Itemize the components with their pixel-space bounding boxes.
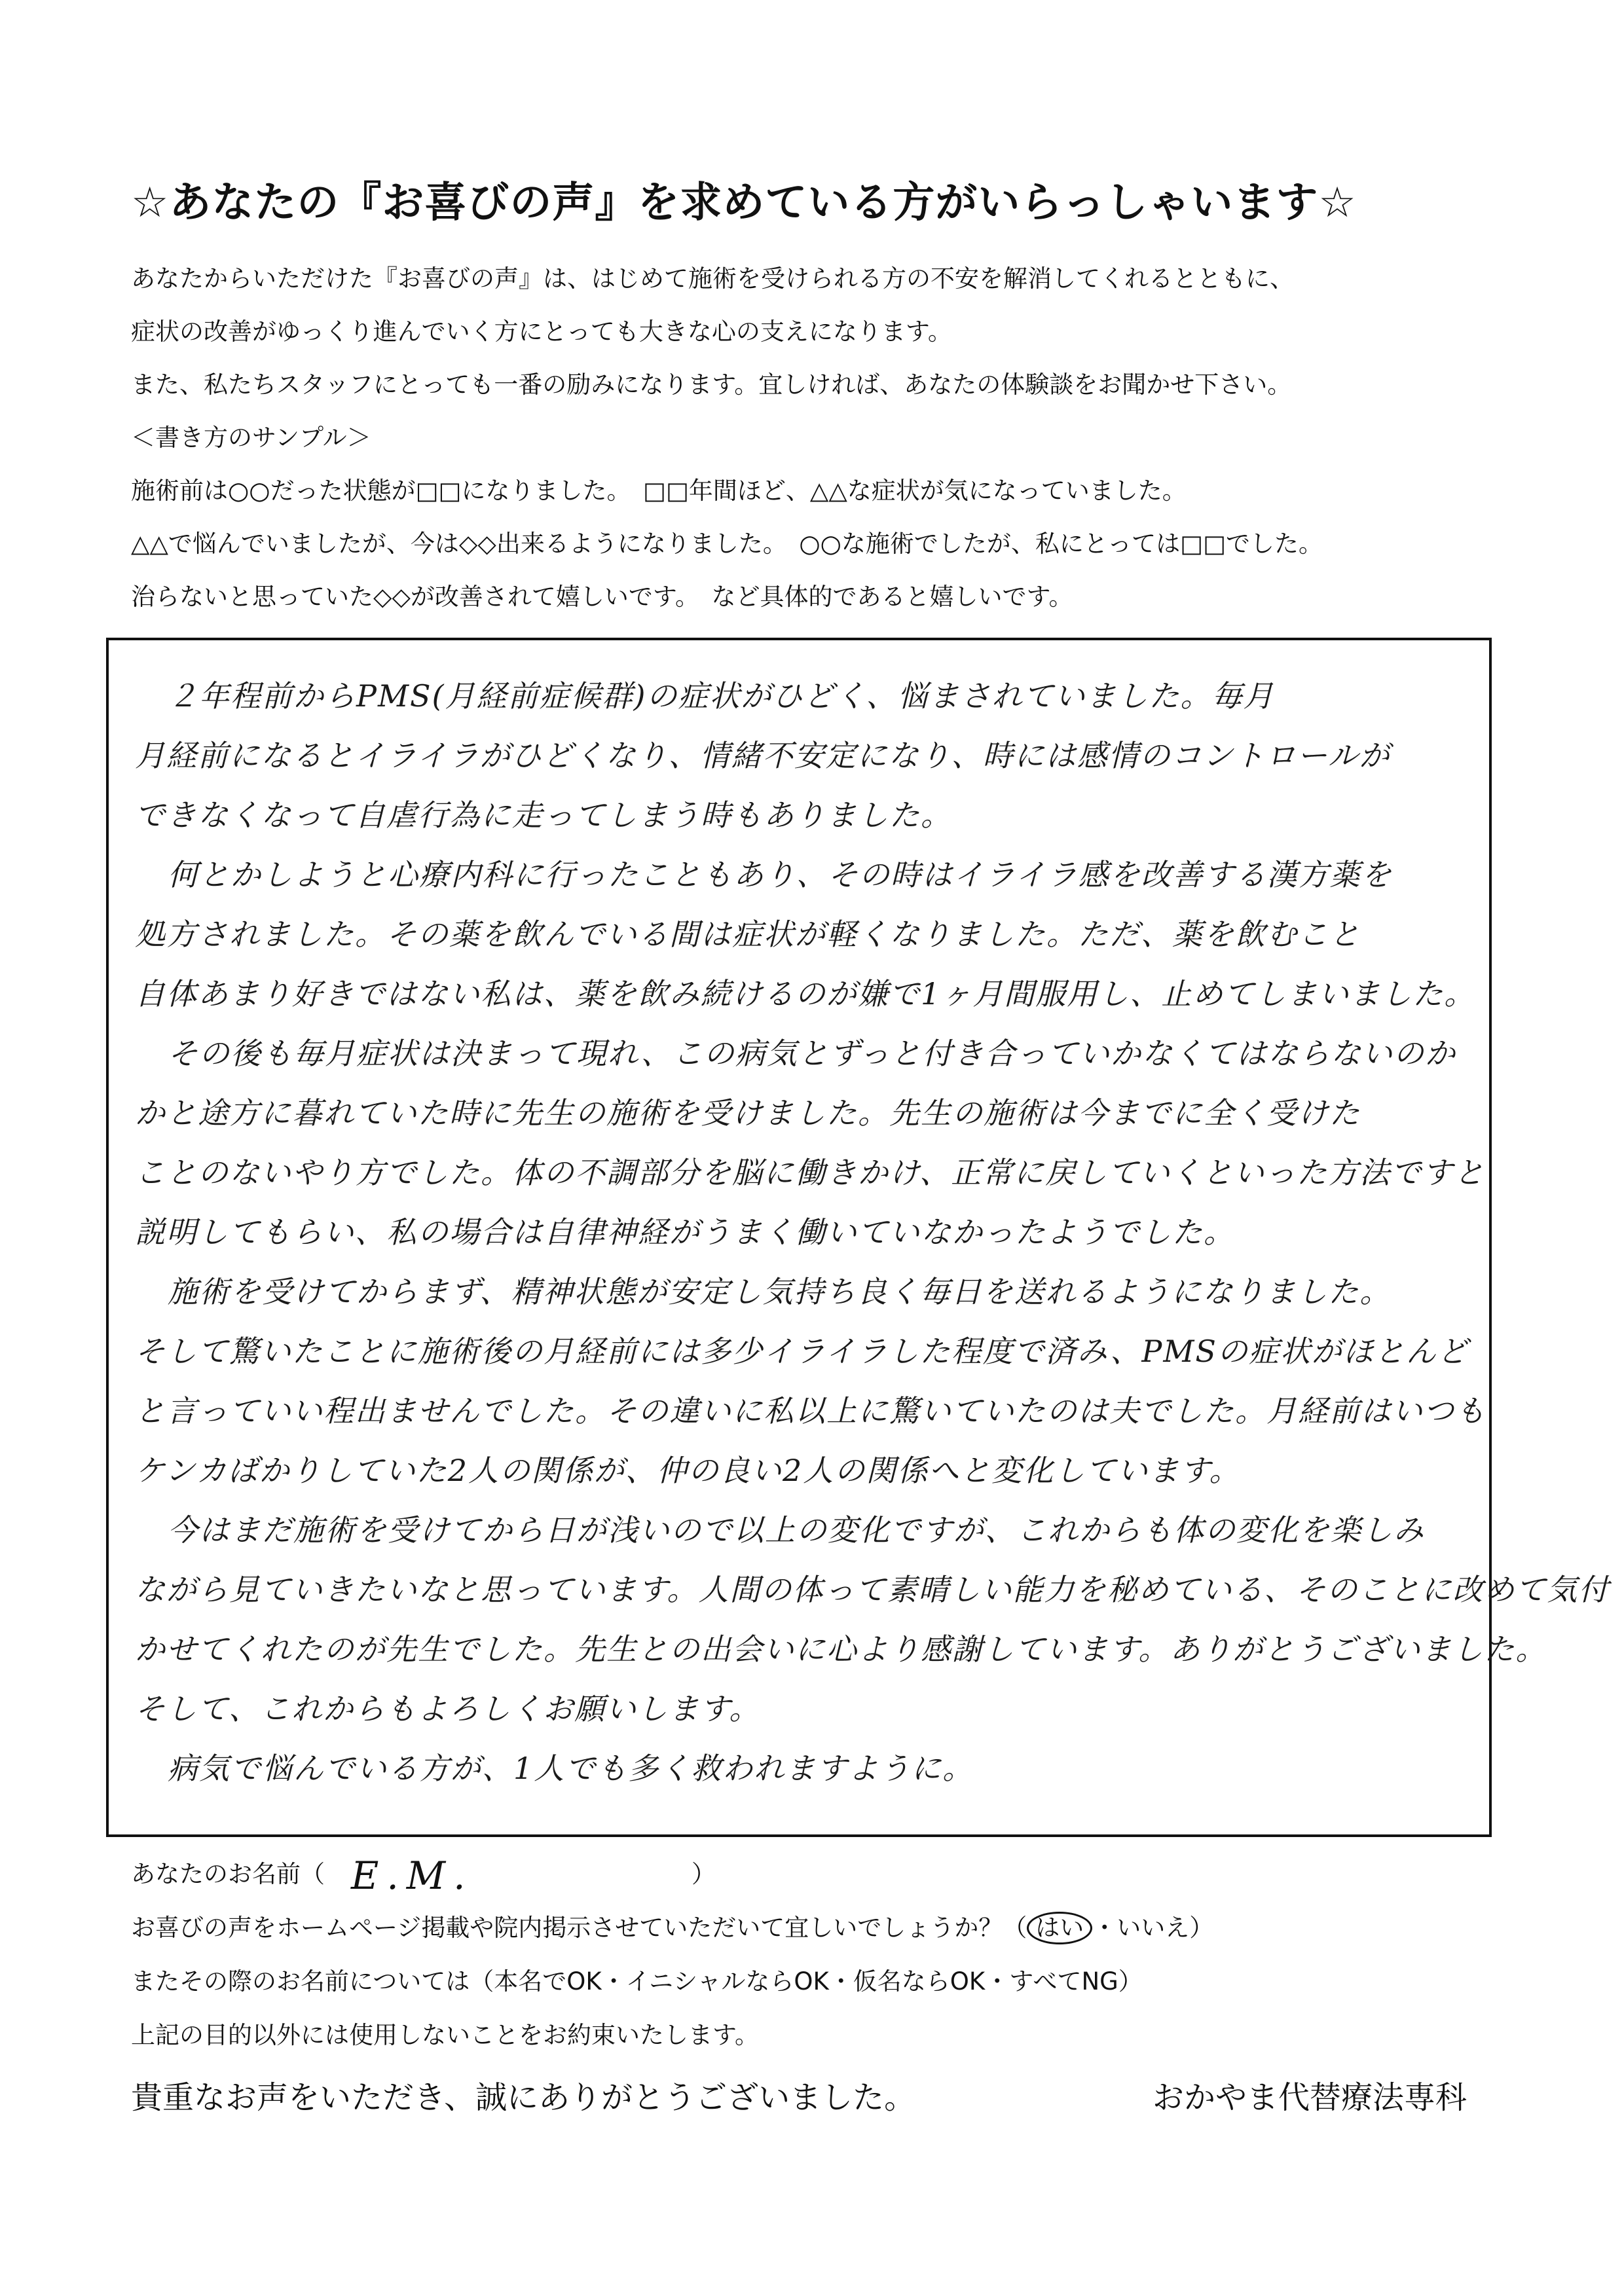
- testimonial-line: ことのないやり方でした。体の不調部分を脳に働きかけ、正常に戻していくといった方法ですと: [135, 1155, 1486, 1190]
- testimonial-line: と言っていい程出ませんでした。その違いに私以上に驚いていたのは夫でした。月経前はいつも: [135, 1393, 1486, 1429]
- testimonial-line: できなくなって自虐行為に走ってしまう時もありました。: [135, 797, 952, 833]
- clinic-name: おかやま代替療法専科: [1152, 2079, 1467, 2116]
- name-usage: またその際のお名前については（本名でOK・イニシャルならOK・仮名ならOK・すべてNG）: [131, 1967, 1143, 1995]
- testimonial-line: 今はまだ施術を受けてから日が浅いので以上の変化ですが、これからも体の変化を楽しみ: [168, 1512, 1425, 1548]
- sample-heading: ＜書き方のサンプル＞: [131, 424, 371, 452]
- testimonial-line: かせてくれたのが先生でした。先生との出会いに心より感謝しています。ありがとうございました。: [135, 1631, 1547, 1667]
- handwritten-testimonial: [135, 666, 1610, 1798]
- name-close: ）: [692, 1860, 716, 1888]
- permission-no: いいえ: [1116, 1914, 1190, 1942]
- name-label: あなたのお名前（: [131, 1860, 325, 1888]
- thanks-text: 貴重なお声をいただき、誠にありがとうございました。: [131, 2079, 916, 2116]
- sample-line: △△で悩んでいましたが、今は◇◇出来るようになりました。 ○○な施術でしたが、私にとっては□□でした。: [131, 530, 1323, 558]
- intro-line: また、私たちスタッフにとっても一番の励みになります。宜しければ、あなたの体験談をお聞かせ下さい。: [131, 371, 1292, 399]
- testimonial-line: 病気で悩んでいる方が、1人でも多く救われますように。: [168, 1751, 974, 1786]
- intro-section: [131, 252, 1539, 623]
- permission-yes-circled: はい: [1027, 1912, 1092, 1944]
- permission-sep: ・: [1092, 1914, 1117, 1942]
- testimonial-line: 施術を受けてからまず、精神状態が安定し気持ち良く毎日を送れるようになりました。: [168, 1274, 1392, 1309]
- sample-line: 施術前は○○だった状態が□□になりました。 □□年間ほど、△△な症状が気になっていました。: [131, 477, 1187, 505]
- testimonial-line: 説明してもらい、私の場合は自律神経がうまく働いていなかったようでした。: [135, 1214, 1235, 1250]
- testimonial-line: 月経前になるとイライラがひどくなり、情緒不安定になり、時には感情のコントロールが: [135, 738, 1391, 773]
- permission-row: [131, 1901, 1539, 1955]
- promise: 上記の目的以外には使用しないことをお約束いたします。: [131, 2021, 760, 2049]
- footer-section: [131, 1848, 1539, 2062]
- testimonial-line: その後も毎月症状は決まって現れ、この病気とずっと付き合っていかなくてはならないのか: [168, 1036, 1456, 1071]
- sample-line: 治らないと思っていた◇◇が改善されて嬉しいです。 など具体的であると嬉しいです。: [131, 583, 1073, 611]
- intro-line: あなたからいただけた『お喜びの声』は、はじめて施術を受けられる方の不安を解消してくれるとともに、: [131, 264, 1294, 293]
- name-row: [131, 1848, 1539, 1901]
- testimonial-line: そして驚いたことに施術後の月経前には多少イライラした程度で済み、PMSの症状がほとんど: [135, 1334, 1469, 1369]
- permission-question: お喜びの声をホームページ掲載や院内掲示させていただいて宜しいでしょうか？: [131, 1914, 1003, 1942]
- testimonial-line: そして、これからもよろしくお願いします。: [135, 1691, 761, 1726]
- testimonial-line: かと途方に暮れていた時に先生の施術を受けました。先生の施術は今までに全く受けた: [135, 1095, 1361, 1131]
- testimonial-line: 自体あまり好きではない私は、薬を飲み続けるのが嫌で1ヶ月間服用し、止めてしまいました。: [135, 976, 1476, 1011]
- testimonial-line: ながら見ていきたいなと思っています。人間の体って素晴しい能力を秘めている、そのことに改めて気付: [135, 1572, 1610, 1607]
- name-value: E.M.: [351, 1853, 473, 1898]
- testimonial-line: ケンカばかりしていた2人の関係が、仲の良い2人の関係へと変化しています。: [135, 1453, 1241, 1488]
- permission-open: （: [1003, 1914, 1027, 1942]
- testimonial-line: 何とかしようと心療内科に行ったこともあり、その時はイライラ感を改善する漢方薬を: [168, 857, 1393, 892]
- permission-close: ）: [1189, 1914, 1214, 1942]
- intro-line: 症状の改善がゆっくり進んでいく方にとっても大きな心の支えになります。: [131, 318, 952, 346]
- testimonial-line: ２年程前からPMS(月経前症候群)の症状がひどく、悩まされていました。毎月: [168, 678, 1275, 714]
- thanks-row: [131, 2072, 1493, 2124]
- page-title: ☆あなたの『お喜びの声』を求めている方がいらっしゃいます☆: [131, 179, 1357, 227]
- testimonial-box: [106, 638, 1610, 1837]
- testimonial-line: 処方されました。その薬を飲んでいる間は症状が軽くなりました。ただ、薬を飲むこと: [135, 917, 1361, 952]
